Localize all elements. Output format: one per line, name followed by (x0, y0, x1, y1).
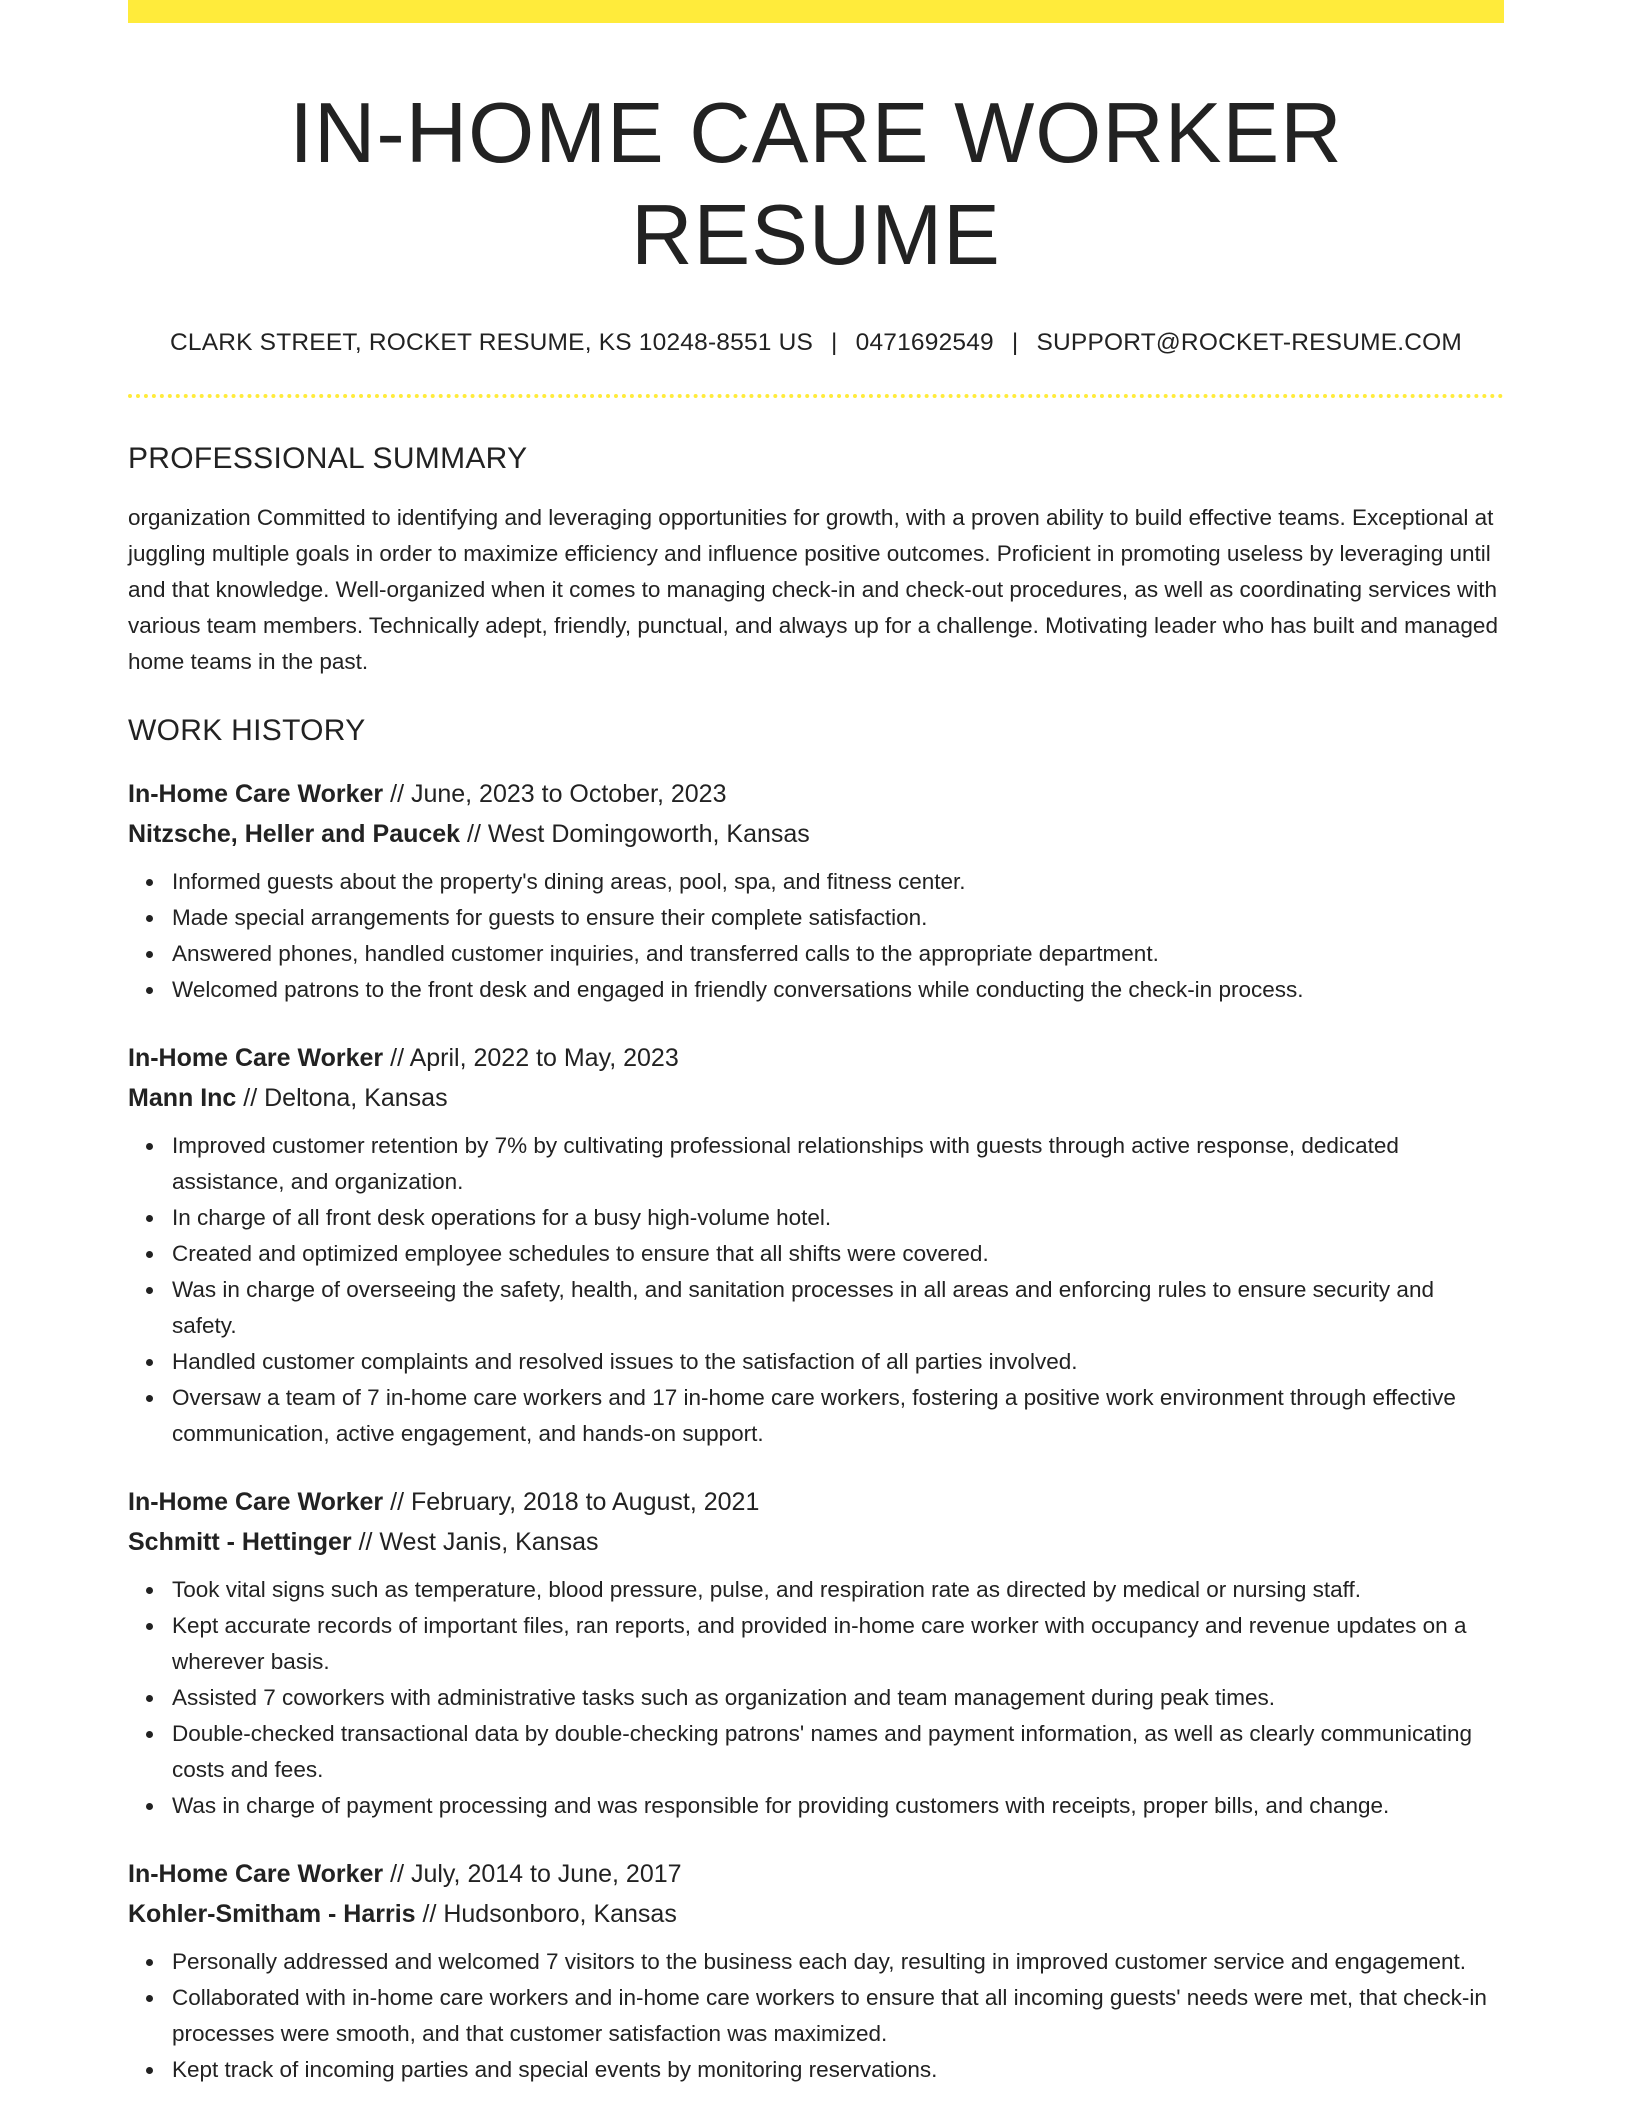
job-title: In-Home Care Worker (128, 1044, 384, 1072)
job-bullets (128, 1128, 1504, 1452)
job-bullet: Handled customer complaints and resolved issues to the satisfaction of all parties involved. (172, 1344, 1504, 1380)
job-location: // Hudsonboro, Kansas (415, 1900, 677, 1928)
job-bullet: Double-checked transactional data by double-checking patrons' names and payment information, as well as clearly communicating costs and fees. (172, 1716, 1504, 1788)
job-dates: // July, 2014 to June, 2017 (383, 1860, 682, 1888)
job-bullet: Created and optimized employee schedules to ensure that all shifts were covered. (172, 1236, 1504, 1272)
summary-text: organization Committed to identifying and leveraging opportunities for growth, with a proven ability to build effective teams. Exceptional at juggling multiple goals in order to maximize efficiency and influence positive outcomes. Proficient in promoting useless by leveraging until and that knowledge. Well-organized when it comes to managing check-in and check-out procedures, as well as coordinating services with various team members. Technically adept, friendly, punctual, and always up for a challenge. Motivating leader who has built and managed home teams in the past. (128, 505, 1498, 674)
job-bullet: Made special arrangements for guests to ensure their complete satisfaction. (172, 900, 1504, 936)
job-company: Kohler-Smitham - Harris (128, 1900, 416, 1928)
job-entry (128, 1854, 1504, 2088)
job-title: In-Home Care Worker (128, 1860, 384, 1888)
contact-phone: 0471692549 (855, 329, 994, 356)
job-bullet: Collaborated with in-home care workers and in-home care workers to ensure that all incoming guests' needs were met, that check-in processes were smooth, and that customer satisfaction was maximized. (172, 1980, 1504, 2052)
job-bullet: Kept track of incoming parties and special events by monitoring reservations. (172, 2052, 1504, 2088)
job-bullet: In charge of all front desk operations for a busy high-volume hotel. (172, 1200, 1504, 1236)
contact-separator: | (831, 329, 838, 356)
job-company-line (128, 1522, 1504, 1562)
job-bullet: Took vital signs such as temperature, blood pressure, pulse, and respiration rate as directed by medical or nursing staff. (172, 1572, 1504, 1608)
job-title-line (128, 1038, 1504, 1078)
job-bullets (128, 1572, 1504, 1824)
job-company-line (128, 814, 1504, 854)
summary-heading: PROFESSIONAL SUMMARY (128, 442, 528, 475)
job-bullet: Was in charge of overseeing the safety, health, and sanitation processes in all areas and enforcing rules to ensure security and safety. (172, 1272, 1504, 1344)
job-title-line (128, 774, 1504, 814)
accent-top-bar (128, 0, 1504, 23)
work-history-heading: WORK HISTORY (128, 714, 366, 747)
job-company-line (128, 1894, 1504, 1934)
dotted-divider (128, 394, 1504, 398)
contact-address: CLARK STREET, ROCKET RESUME, KS 10248-8551 US (169, 329, 814, 356)
job-company: Mann Inc (128, 1084, 237, 1112)
work-history-list (128, 774, 1504, 2088)
job-entry (128, 1482, 1504, 1824)
contact-separator: | (1011, 329, 1019, 356)
job-bullet: Welcomed patrons to the front desk and engaged in friendly conversations while conducting the check-in process. (172, 972, 1504, 1008)
job-entry (128, 1038, 1504, 1452)
resume-page (128, 0, 1504, 2088)
job-bullets (128, 1944, 1504, 2088)
job-dates: // June, 2023 to October, 2023 (383, 780, 727, 808)
job-entry (128, 774, 1504, 1008)
resume-title: IN-HOME CARE WORKER RESUME (289, 86, 1343, 283)
job-title: In-Home Care Worker (128, 1488, 384, 1516)
contact-email: SUPPORT@ROCKET-RESUME.COM (1036, 329, 1463, 356)
job-dates: // February, 2018 to August, 2021 (383, 1488, 760, 1516)
job-bullet: Answered phones, handled customer inquiries, and transferred calls to the appropriate department. (172, 936, 1504, 972)
job-title: In-Home Care Worker (128, 780, 384, 808)
job-company: Nitzsche, Heller and Paucek (128, 820, 461, 848)
contact-line (128, 329, 1504, 357)
job-dates: // April, 2022 to May, 2023 (383, 1044, 679, 1072)
job-bullet: Oversaw a team of 7 in-home care workers and 17 in-home care workers, fostering a positive work environment through effective communication, active engagement, and hands-on support. (172, 1380, 1504, 1452)
job-bullets (128, 864, 1504, 1008)
job-location: // West Janis, Kansas (351, 1528, 599, 1556)
job-bullet: Was in charge of payment processing and was responsible for providing customers with receipts, proper bills, and change. (172, 1788, 1504, 1824)
job-title-line (128, 1482, 1504, 1522)
job-company-line (128, 1078, 1504, 1118)
job-location: // Deltona, Kansas (236, 1084, 448, 1112)
job-bullet: Kept accurate records of important files, ran reports, and provided in-home care worker with occupancy and revenue updates on a wherever basis. (172, 1608, 1504, 1680)
job-bullet: Personally addressed and welcomed 7 visitors to the business each day, resulting in improved customer service and engagement. (172, 1944, 1504, 1980)
job-title-line (128, 1854, 1504, 1894)
job-company: Schmitt - Hettinger (128, 1528, 352, 1556)
job-bullet: Assisted 7 coworkers with administrative tasks such as organization and team management during peak times. (172, 1680, 1504, 1716)
job-bullet: Improved customer retention by 7% by cultivating professional relationships with guests through active response, dedicated assistance, and organization. (172, 1128, 1504, 1200)
job-bullet: Informed guests about the property's dining areas, pool, spa, and fitness center. (172, 864, 1504, 900)
job-location: // West Domingoworth, Kansas (460, 820, 810, 848)
